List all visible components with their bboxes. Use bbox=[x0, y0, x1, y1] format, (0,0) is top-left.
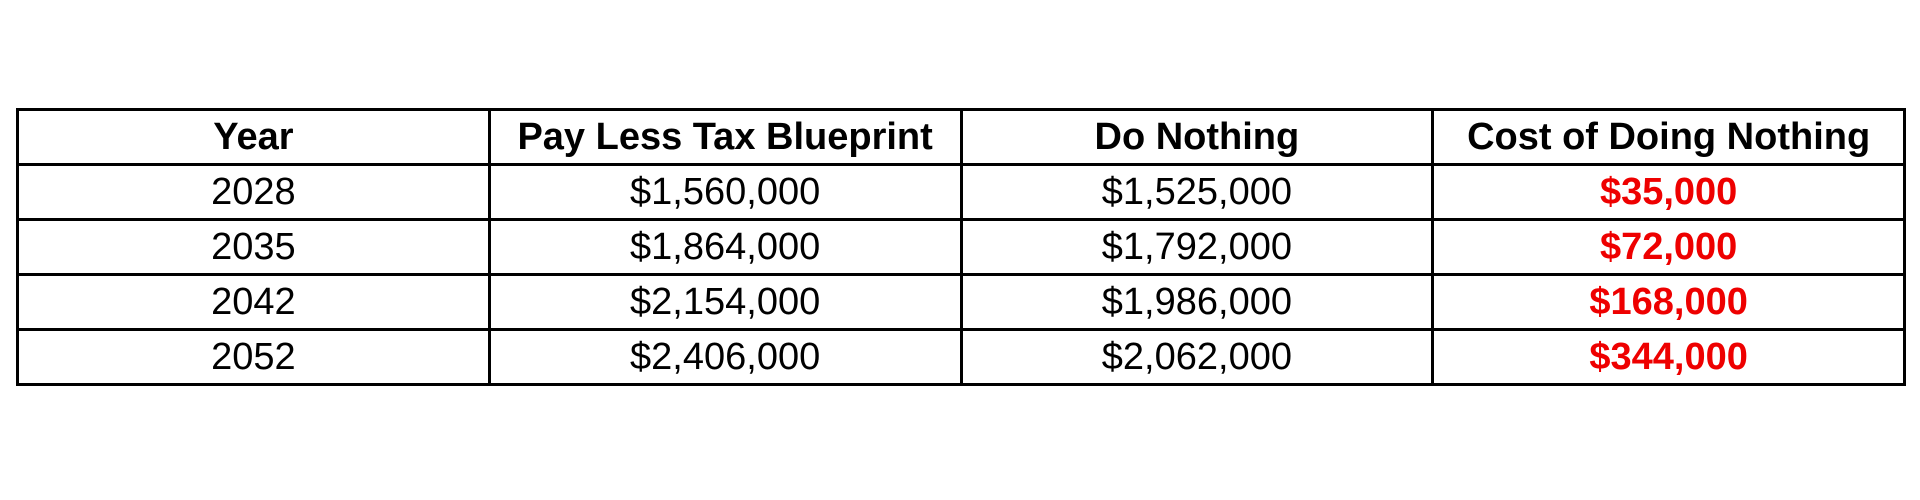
cell-year: 2028 bbox=[18, 165, 490, 220]
comparison-table-container bbox=[16, 108, 1906, 386]
cell-cost: $344,000 bbox=[1433, 330, 1905, 385]
table-row bbox=[18, 165, 1905, 220]
table-row bbox=[18, 220, 1905, 275]
table-row bbox=[18, 330, 1905, 385]
header-do-nothing: Do Nothing bbox=[961, 110, 1433, 165]
cell-year: 2052 bbox=[18, 330, 490, 385]
cell-do-nothing: $1,986,000 bbox=[961, 275, 1433, 330]
cell-cost: $168,000 bbox=[1433, 275, 1905, 330]
cell-blueprint: $2,154,000 bbox=[489, 275, 961, 330]
header-year: Year bbox=[18, 110, 490, 165]
comparison-table bbox=[16, 108, 1906, 386]
table-header-row bbox=[18, 110, 1905, 165]
cell-do-nothing: $1,525,000 bbox=[961, 165, 1433, 220]
cell-year: 2042 bbox=[18, 275, 490, 330]
cell-do-nothing: $2,062,000 bbox=[961, 330, 1433, 385]
cell-blueprint: $1,864,000 bbox=[489, 220, 961, 275]
header-pay-less-tax-blueprint: Pay Less Tax Blueprint bbox=[489, 110, 961, 165]
cell-cost: $72,000 bbox=[1433, 220, 1905, 275]
cell-year: 2035 bbox=[18, 220, 490, 275]
cell-do-nothing: $1,792,000 bbox=[961, 220, 1433, 275]
cell-cost: $35,000 bbox=[1433, 165, 1905, 220]
table-row bbox=[18, 275, 1905, 330]
cell-blueprint: $2,406,000 bbox=[489, 330, 961, 385]
cell-blueprint: $1,560,000 bbox=[489, 165, 961, 220]
header-cost-of-doing-nothing: Cost of Doing Nothing bbox=[1433, 110, 1905, 165]
